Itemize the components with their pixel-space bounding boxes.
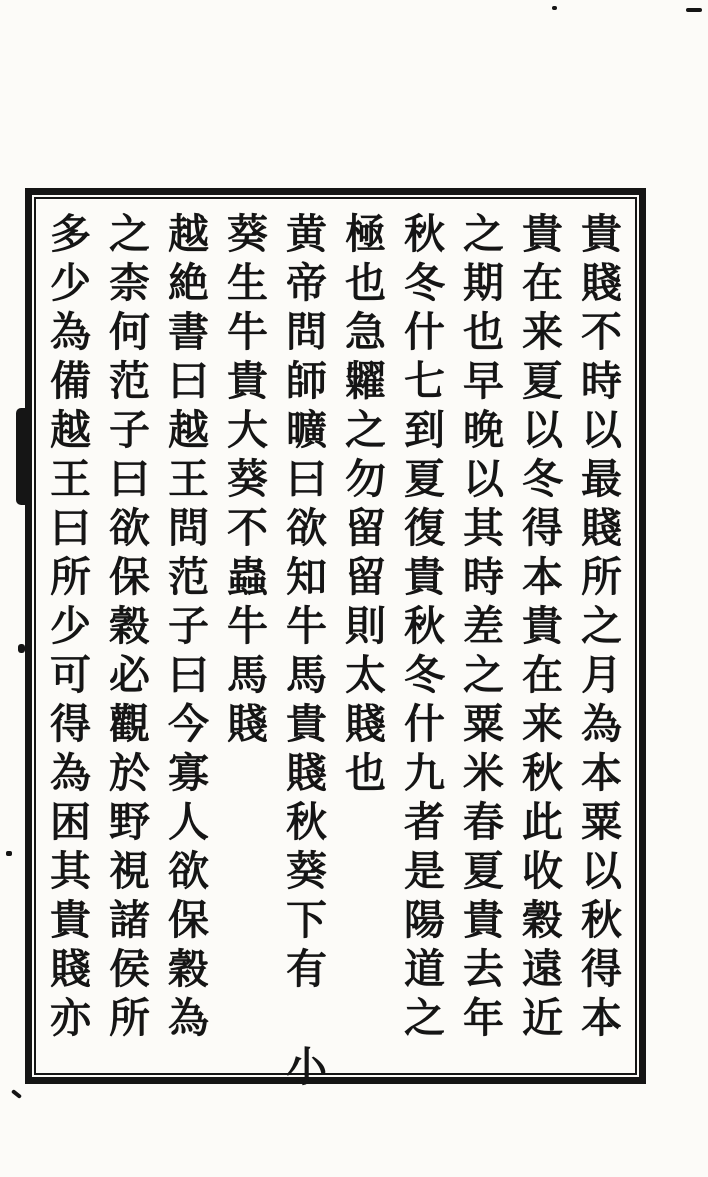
text-column-6: 黄帝問師曠曰欲知牛馬貴賤秋葵下有 小 <box>279 212 327 1094</box>
ink-speck <box>6 851 12 856</box>
ink-speck <box>11 1089 22 1099</box>
ink-speck <box>18 644 25 653</box>
ink-speck <box>552 6 557 10</box>
text-column-1: 貴賤不時以最賤所之月為本粟以秋得本 <box>574 212 622 1045</box>
text-column-4: 秋冬什七到夏復貴秋冬什九者是陽道之 <box>397 212 445 1045</box>
text-column-3: 之期也早晚以其時差之粟米春夏貴去年 <box>456 212 504 1045</box>
text-column-5: 極也急糶之勿留留則太賤也 <box>338 212 386 800</box>
text-column-9: 之柰何范子曰欲保穀必觀於野視諸侯所 <box>102 212 150 1045</box>
text-block <box>43 204 627 1094</box>
text-column-7: 葵生牛貴大葵不蟲牛馬賤 <box>220 212 268 751</box>
text-column-2: 貴在来夏以冬得本貴在来秋此收穀遠近 <box>515 212 563 1045</box>
ink-speck <box>686 8 702 12</box>
page-border-inner-rule <box>34 197 637 1094</box>
text-column-10: 多少為備越王曰所少可得為困其貴賤亦 <box>43 212 91 1045</box>
text-column-8: 越絶書曰越王問范子曰今寡人欲保穀為 <box>161 212 209 1045</box>
page-border-frame <box>25 188 646 1094</box>
